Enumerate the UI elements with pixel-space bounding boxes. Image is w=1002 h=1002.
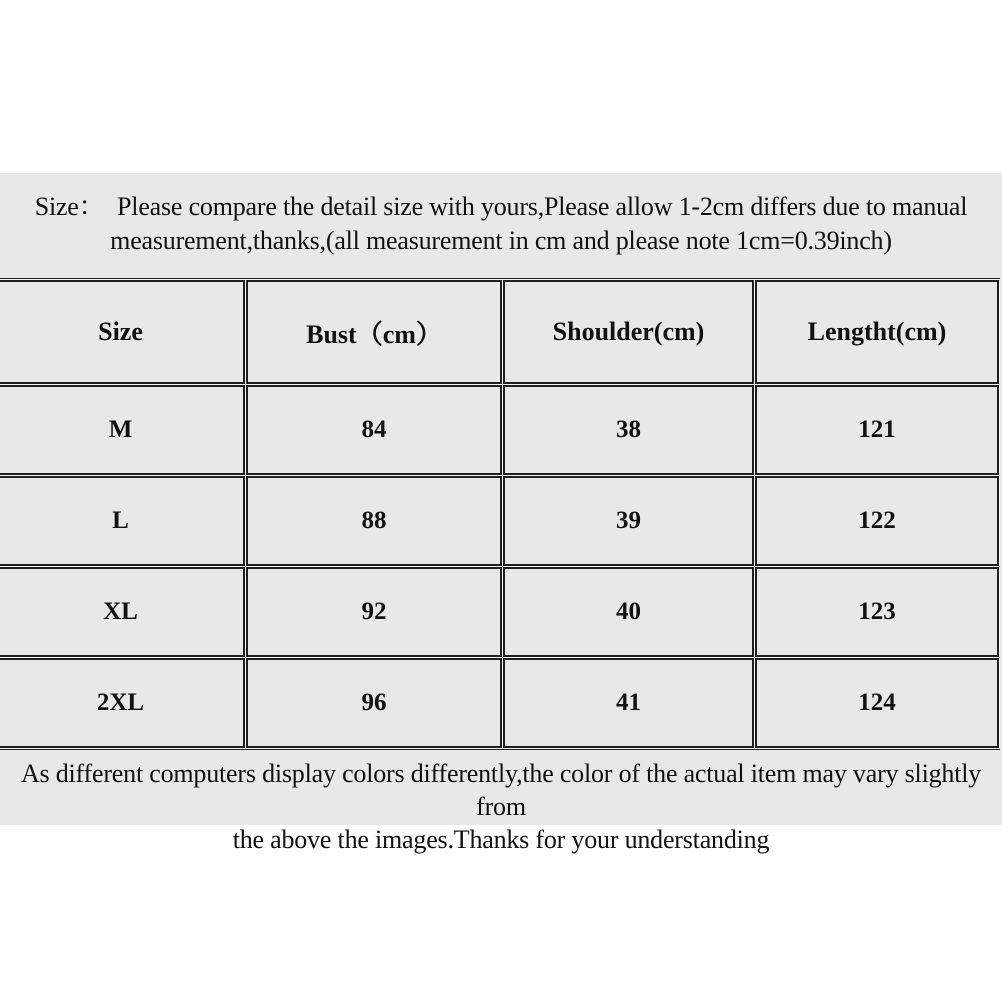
cell-length: 124 [755,658,999,748]
color-disclaimer-line-1: As different computers display colors differently,the color of the actual item may vary slightly from [20,759,982,821]
col-header-length: Lengtht(cm) [755,280,999,384]
cell-size: 2XL [0,658,245,748]
color-disclaimer [0,750,1002,856]
cell-bust: 88 [246,476,502,566]
col-header-size: Size [0,280,245,384]
table-row-xl [0,567,999,657]
size-info-panel [0,173,1002,854]
table-row-2xl [0,658,999,748]
table-row-l [0,476,999,566]
measurement-note-line-1: Size： Please compare the detail size with yours,Please allow 1-2cm differs due to manual [34,192,968,221]
cell-length: 122 [755,476,999,566]
cell-shoulder: 41 [503,658,754,748]
cell-size: M [0,385,245,475]
table-row-m [0,385,999,475]
cell-shoulder: 40 [503,567,754,657]
cell-size: L [0,476,245,566]
cell-length: 123 [755,567,999,657]
col-header-bust: Bust（cm） [246,280,502,384]
size-chart-table-wrap [0,278,1000,750]
cell-bust: 96 [246,658,502,748]
cell-length: 121 [755,385,999,475]
cell-shoulder: 39 [503,476,754,566]
cell-bust: 84 [246,385,502,475]
cell-size: XL [0,567,245,657]
color-disclaimer-line-2: the above the images.Thanks for your understanding [232,825,770,854]
measurement-note [0,173,1002,278]
cell-shoulder: 38 [503,385,754,475]
header-row [0,280,999,384]
size-chart-table [0,278,1000,750]
cell-bust: 92 [246,567,502,657]
col-header-shoulder: Shoulder(cm) [503,280,754,384]
measurement-note-line-2: measurement,thanks,(all measurement in cm and please note 1cm=0.39inch) [110,226,892,255]
